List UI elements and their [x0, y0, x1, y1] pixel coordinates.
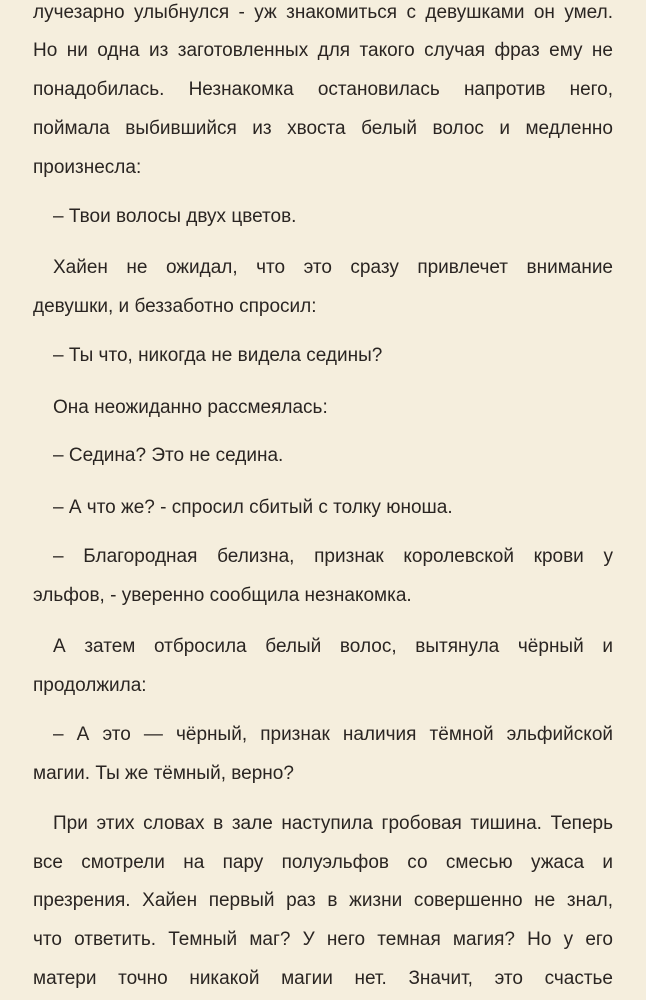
text-line: – Твои волосы двух цветов.	[53, 206, 297, 227]
text-line: лучезарно улыбнулся - уж знакомиться с девушками он умел.	[33, 2, 613, 23]
text-line: – Седина? Это не седина.	[53, 445, 284, 466]
text-line: – Ты что, никогда не видела седины?	[53, 345, 383, 366]
text-line: – А что же? - спросил сбитый с толку юноша.	[53, 497, 453, 518]
text-line: что ответить. Темный маг? У него темная магия? Но у его	[33, 929, 613, 950]
text-line: – А это — чёрный, признак наличия тёмной эльфийской	[53, 724, 613, 745]
text-line: А затем отбросила белый волос, вытянула чёрный и	[53, 636, 613, 657]
text-line: Но ни одна из заготовленных для такого случая фраз ему не	[33, 40, 613, 61]
text-line: продолжила:	[33, 675, 147, 696]
text-line: – Благородная белизна, признак королевской крови у	[53, 546, 613, 567]
text-line: все смотрели на пару полуэльфов со смесью ужаса и	[33, 852, 613, 873]
text-line: произнесла:	[33, 157, 142, 178]
text-line: девушки, и беззаботно спросил:	[33, 296, 317, 317]
text-line: Хайен не ожидал, что это сразу привлечет внимание	[53, 257, 613, 278]
text-line: При этих словах в зале наступила гробовая тишина. Теперь	[53, 813, 613, 834]
text-line: магии. Ты же тёмный, верно?	[33, 763, 294, 784]
text-line: поймала выбившийся из хвоста белый волос и медленно	[33, 118, 613, 139]
text-line: эльфов, - уверенно сообщила незнакомка.	[33, 585, 412, 606]
text-line: понадобилась. Незнакомка остановилась напротив него,	[33, 79, 613, 100]
text-line: Она неожиданно рассмеялась:	[53, 397, 328, 418]
text-line: презрения. Хайен первый раз в жизни совершенно не знал,	[33, 890, 613, 911]
text-line: матери точно никакой магии нет. Значит, это счастье	[33, 968, 613, 989]
